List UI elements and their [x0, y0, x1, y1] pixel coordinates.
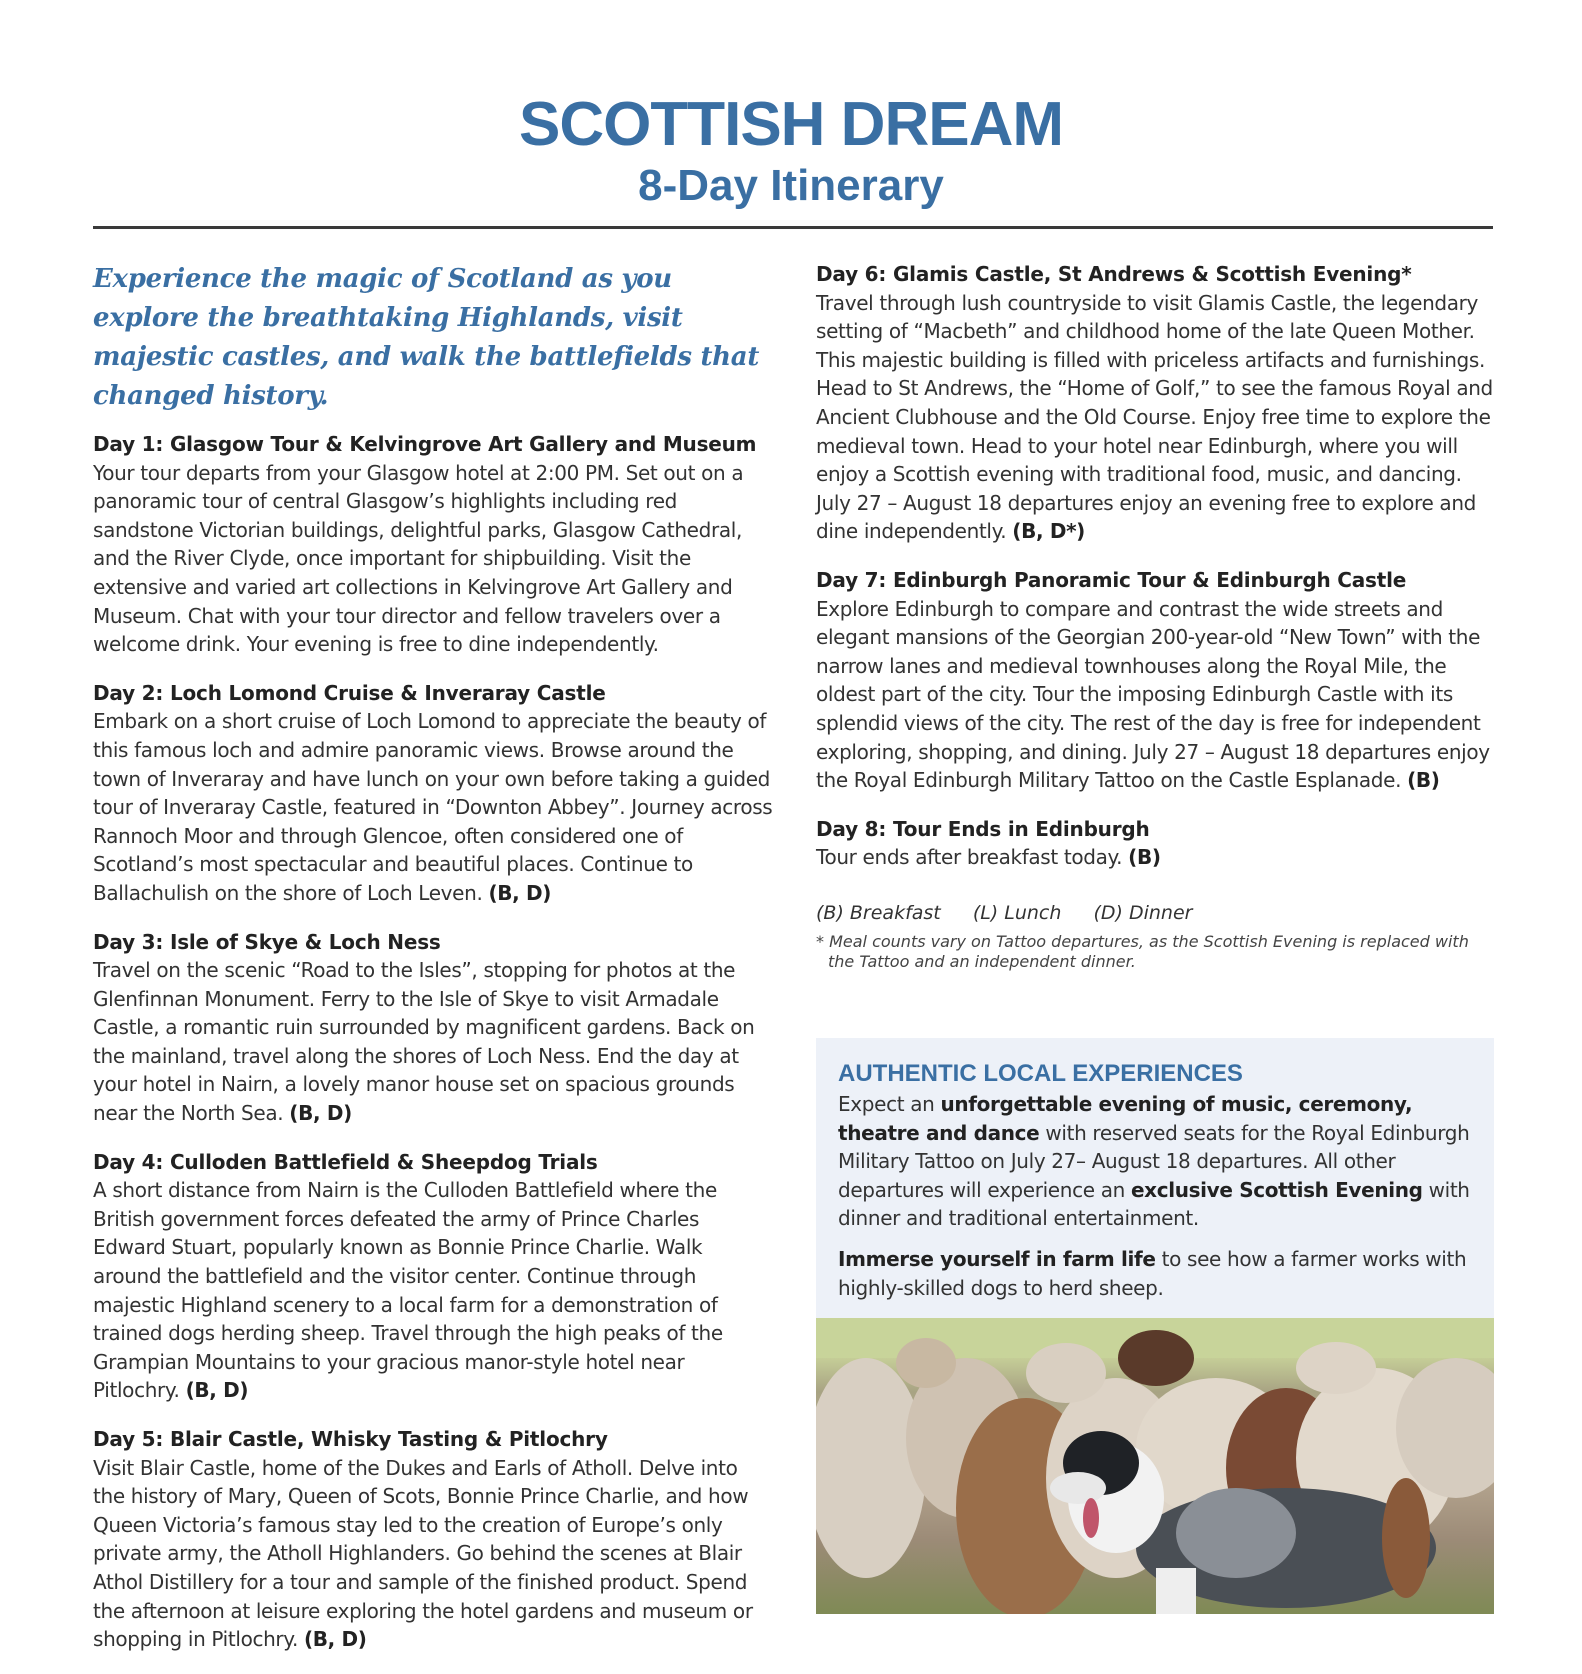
day-description: Travel through lush countryside to visit Glamis Castle, the legendary setting of “Macbeth” and childhood home of the late Queen Mother. This majestic building is filled with priceless artifacts and furnishings. Head to St Andrews, the “Home of Golf,” to see the famous Royal and Ancient Clubhouse and the Old Course. Enjoy free time to explore the medieval town. Head to your hotel near Edinburgh, where you will enjoy a Scottish evening with traditional food, music, and dancing. July 27 – August 18 departures enjoy an evening free to explore and dine independently. (B, D*): [816, 290, 1493, 544]
experiences-tattoo-text: Expect an unforgettable evening of music, ceremony, theatre and dance with reserved seats for the Royal Edinburgh Military Tattoo on July 27– August 18 departures. All other departures will experience an exclusive Scottish Evening with dinner and traditional entertainment.: [838, 1092, 1470, 1231]
right-column: [816, 260, 1496, 972]
meals-included: (B): [1128, 845, 1161, 870]
meals-included: (B): [1407, 768, 1440, 793]
day-title: Day 1: Glasgow Tour & Kelvingrove Art Gallery and Museum: [93, 432, 757, 456]
experiences-farm-text: Immerse yourself in farm life to see how a farmer works with highly-skilled dogs to herd sheep.: [838, 1246, 1467, 1300]
itinerary-day-7: [816, 566, 1496, 795]
page-subtitle: 8-Day Itinerary: [638, 161, 944, 210]
meals-included: (B, D): [185, 1378, 249, 1403]
meals-included: (B, D): [289, 1101, 352, 1126]
itinerary-day-2: [93, 679, 773, 908]
meals-included: (B, D): [488, 880, 552, 905]
day-title: Day 8: Tour Ends in Edinburgh: [816, 816, 1150, 841]
day-title: Day 6: Glamis Castle, St Andrews & Scottish Evening*: [816, 262, 1412, 286]
day-description: Embark on a short cruise of Loch Lomond to appreciate the beauty of this famous loch and admire panoramic views. Browse around the town of Inveraray and have lunch on your own before taking a guided tour of Inveraray Castle, featured in “Downton Abbey”. Journey across Rannoch Moor and through Glencoe, often considered one of Scotland’s most spectacular and beautiful places. Continue to Ballachulish on the shore of Loch Leven. (B, D): [93, 709, 773, 905]
meals-included: (B, D): [303, 1627, 367, 1652]
legend-breakfast: (B) Breakfast: [816, 901, 941, 924]
day-description: Travel on the scenic “Road to the Isles”, stopping for photos at the Glenfinnan Monument. Ferry to the Isle of Skye to visit Armadale Castle, a romantic ruin surrounded by magnificent gardens. Back on the mainland, travel along the shores of Loch Ness. End the day at your hotel in Nairn, a lovely manor house set on spacious grounds near the North Sea. (B, D): [93, 958, 755, 1126]
day-title: Day 2: Loch Lomond Cruise & Inveraray Castle: [93, 680, 606, 705]
day-description: Visit Blair Castle, home of the Dukes and Earls of Atholl. Delve into the history of Mary, Queen of Scots, Bonnie Prince Charlie, and how Queen Victoria’s famous stay led to the creation of Europe’s only private army, the Atholl Highlanders. Go behind the scenes at Blair Athol Distillery for a tour and sample of the finished product. Spend the afternoon at leisure exploring the hotel gardens and museum or shopping in Pitlochry. (B, D): [93, 1455, 753, 1652]
itinerary-day-1: [93, 430, 773, 659]
day-title: Day 3: Isle of Skye & Loch Ness: [93, 929, 441, 954]
page-title: SCOTTISH DREAM: [519, 90, 1063, 159]
itinerary-day-6: [816, 260, 1496, 546]
footnote: * Meal counts vary on Tattoo departures, as the Scottish Evening is replaced with the Tattoo and an independent dinner.: [816, 931, 1469, 971]
photo-illustration: [816, 1318, 1494, 1614]
itinerary-day-5: [93, 1425, 773, 1654]
meals-included: (B, D*): [1012, 519, 1085, 544]
day-description: Tour ends after breakfast today. (B): [816, 845, 1161, 870]
legend-dinner: (D) Dinner: [1093, 901, 1193, 924]
legend-lunch: (L) Lunch: [972, 901, 1062, 924]
itinerary-day-4: [93, 1148, 773, 1405]
sheepdog-herding-sheep-photo: [816, 1318, 1494, 1614]
day-description: Your tour departs from your Glasgow hotel at 2:00 PM. Set out on a panoramic tour of central Glasgow’s highlights including red sandstone Victorian buildings, delightful parks, Glasgow Cathedral, and the River Clyde, once important for shipbuilding. Visit the extensive and varied art collections in Kelvingrove Art Gallery and Museum. Chat with your tour director and fellow travelers over a welcome drink. Your evening is free to dine independently.: [93, 460, 744, 657]
itinerary-day-8: [816, 815, 1496, 872]
intro-tagline: Experience the magic of Scotland as you explore the breathtaking Highlands, visit majestic castles, and walk the battlefields that changed history.: [93, 264, 760, 411]
left-column: [93, 260, 773, 1674]
day-title: Day 4: Culloden Battlefield & Sheepdog Trials: [93, 1149, 598, 1174]
itinerary-day-3: [93, 928, 773, 1128]
experiences-box: [816, 1038, 1494, 1318]
day-description: Explore Edinburgh to compare and contrast the wide streets and elegant mansions of the Georgian 200-year-old “New Town” with the narrow lanes and medieval townhouses along the Royal Mile, the oldest part of the city. Tour the imposing Edinburgh Castle with its splendid views of the city. The rest of the day is free for independent exploring, shopping, and dining. July 27 – August 18 departures enjoy the Royal Edinburgh Military Tattoo on the Castle Esplanade. (B): [816, 596, 1490, 793]
experiences-title: AUTHENTIC LOCAL EXPERIENCES: [838, 1060, 1243, 1087]
meal-legend: [816, 902, 1496, 924]
day-title: Day 5: Blair Castle, Whisky Tasting & Pitlochry: [93, 1427, 608, 1451]
day-title: Day 7: Edinburgh Panoramic Tour & Edinburgh Castle: [816, 567, 1407, 592]
header-divider: [93, 226, 1493, 229]
day-description: A short distance from Nairn is the Culloden Battlefield where the British government forces defeated the army of Prince Charles Edward Stuart, popularly known as Bonnie Prince Charlie. Walk around the battlefield and the visitor center. Continue through majestic Highland scenery to a local farm for a demonstration of trained dogs herding sheep. Travel through the high peaks of the Grampian Mountains to your gracious manor-style hotel near Pitlochry. (B, D): [93, 1178, 723, 1403]
